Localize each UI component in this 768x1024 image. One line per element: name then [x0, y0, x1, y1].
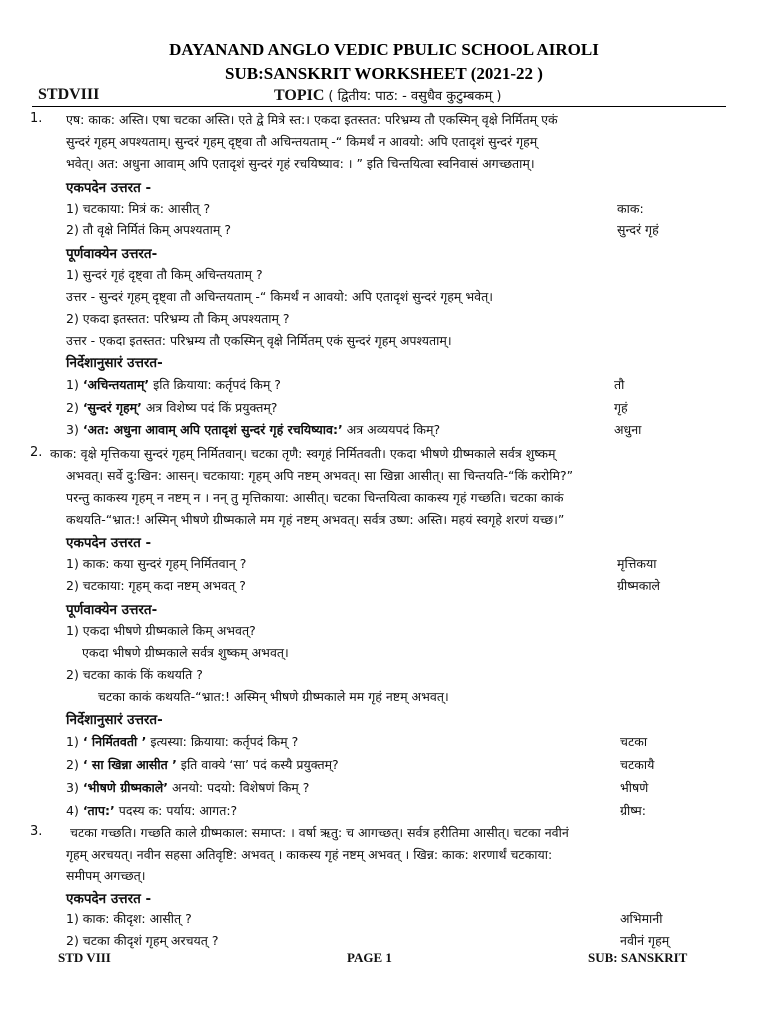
question-key: ‘अत: अधुना आवाम् अपि एतादृशं सुन्दरं गृहं रचयिष्याव:’: [82, 422, 343, 437]
question-text: इति वाक्ये ‘सा’ पदं कस्यै प्रयुक्तम्?: [176, 757, 339, 772]
answer: चटका: [620, 734, 648, 749]
question-number: 2): [66, 757, 83, 772]
question-number: 1): [66, 377, 83, 392]
answer: सुन्दरं गृहं: [617, 222, 659, 237]
question-number: 3): [66, 780, 83, 795]
question-number: 4): [66, 803, 83, 818]
passage-1-number: 1.: [30, 111, 43, 126]
question: [66, 779, 309, 796]
heading-purnavakyena: पूर्णवाक्येन उत्तरत-: [66, 246, 158, 262]
question: 2) चटका काकं किं कथयति ?: [66, 667, 203, 682]
question-text: अनयो: पदयो: विशेषणं किम् ?: [167, 780, 310, 795]
question-text: पदस्य क: पर्याय: आगत:?: [114, 803, 238, 818]
question-key: ‘ सा खिन्ना आसीत ’: [82, 757, 177, 772]
answer: चटका काकं कथयति-“भ्रात:! अस्मिन् भीषणे ग्रीष्मकाले मम गृहं नष्टम् अभवत्।: [98, 689, 449, 704]
passage-2-number: 2.: [30, 445, 43, 460]
question: 1) चटकाया: मित्रं क: आसीत् ?: [66, 201, 211, 216]
passage-1-line: सुन्दरं गृहम् अपश्यताम्। सुन्दरं गृहम् दृष्ट्वा तौ अचिन्तयताम् -“ किमर्थं न आवयो: अपि एतादृशं सुन्दरं गृहम्: [66, 134, 538, 149]
answer: गृहं: [614, 400, 628, 415]
answer: ग्रीष्म:: [620, 803, 646, 818]
passage-1-line: भवेत्। अत: अधुना आवाम् अपि एतादृशं सुन्दरं गृहं रचयिष्याव: । ” इति चिन्तयित्वा स्वनिवासं अगच्छताम्।: [66, 156, 535, 171]
question: 1) सुन्दरं गृहं दृष्ट्वा तौ किम् अचिन्तयताम् ?: [66, 267, 263, 282]
heading-nirdeshanusaram: निर्देशानुसारं उत्तरत-: [66, 712, 163, 728]
question-text: अत्र विशेष्य पदं किं प्रयुक्तम्?: [141, 400, 278, 415]
passage-2-line: अभवत्। सर्वे दु:खिन: आसन्। चटकाया: गृहम् अपि नष्टम् अभवत्। सा खिन्ना आसीत्। सा चिन्तयति-“किं करोमि?”: [66, 468, 574, 483]
question-key: ‘सुन्दरं गृहम्’: [82, 400, 142, 415]
passage-3-line: गृहम् अरचयत्। नवीन सहसा अतिवृष्टि: अभवत् । काकस्य गृहं नष्टम् अभवत् । खिन्न: काक: शरणार्थं चटकाया:: [66, 847, 553, 862]
question: [66, 802, 237, 819]
answer: काक:: [617, 201, 644, 216]
question-key: ‘ताप:’: [82, 803, 115, 818]
answer: अभिमानी: [620, 911, 663, 926]
answer: नवीनं गृहम्: [620, 933, 670, 948]
question: 1) काक: कया सुन्दरं गृहम् निर्मितवान् ?: [66, 556, 247, 571]
answer: उत्तर - सुन्दरं गृहम् दृष्ट्वा तौ अचिन्तयताम् -“ किमर्थं न आवयो: अपि एतादृशं सुन्दरं गृहम् भवेत्।: [66, 289, 493, 304]
question-key: ‘अचिन्तयताम्’: [82, 377, 150, 392]
std-topic-row: [38, 86, 728, 108]
header-divider: [32, 106, 726, 107]
footer-std: STD VIII: [58, 950, 111, 965]
question-key: ‘भीषणे ग्रीष्मकाले’: [82, 780, 168, 795]
passage-2-line: परन्तु काकस्य गृहम् न नष्टम् न । नन् तु मृत्तिकाया: आसीत्। चटका चिन्तयित्वा काकस्य गृहं गच्छति। चटका काकं: [66, 490, 564, 505]
answer: एकदा भीषणे ग्रीष्मकाले सर्वत्र शुष्कम् अभवत्।: [82, 645, 289, 660]
question: 1) एकदा भीषणे ग्रीष्मकाले किम् अभवत्?: [66, 623, 256, 638]
question-number: 3): [66, 422, 83, 437]
question-text: इत्यस्या: क्रियाया: कर्तृपदं किम् ?: [146, 734, 299, 749]
heading-nirdeshanusaram: निर्देशानुसारं उत्तरत-: [66, 355, 163, 371]
question-number: 2): [66, 400, 83, 415]
heading-ekapadena: एकपदेन उत्तरत -: [66, 535, 152, 551]
question: 2) चटकाया: गृहम् कदा नष्टम् अभवत् ?: [66, 578, 246, 593]
question: 1) काक: कीदृश: आसीत् ?: [66, 911, 192, 926]
topic-label: TOPIC: [274, 87, 325, 104]
topic: [274, 86, 501, 105]
question: [66, 421, 440, 438]
question-text: अत्र अव्ययपदं किम्?: [342, 422, 441, 437]
footer-page-number: PAGE 1: [347, 950, 392, 965]
answer: अधुना: [614, 422, 642, 437]
question: [66, 756, 339, 773]
answer: ग्रीष्मकाले: [617, 578, 661, 593]
answer: मृत्तिकया: [617, 556, 657, 571]
question: [66, 399, 277, 416]
question: [66, 733, 298, 750]
passage-3-line: चटका गच्छति। गच्छति काले ग्रीष्मकाल: समाप्त: । वर्षा ऋतु: च आगच्छत्। सर्वत्र हरीतिमा आसीत्। चटका नवीनं: [70, 825, 569, 840]
question: 2) चटका कीदृशं गृहम् अरचयत् ?: [66, 933, 219, 948]
answer: चटकायै: [620, 757, 655, 772]
passage-3-number: 3.: [30, 824, 43, 839]
heading-ekapadena: एकपदेन उत्तरत -: [66, 891, 152, 907]
subject-line: SUB:SANSKRIT WORKSHEET (2021-22 ): [225, 64, 543, 83]
passage-1-line: एष: काक: अस्ति। एषा चटका अस्ति। एते द्वे मित्रे स्त:। एकदा इतस्तत: परिभ्रम्य तौ एकस्मिन् वृक्षे निर्मितम् एकं: [66, 112, 558, 127]
passage-2-line: काक: वृक्षे मृत्तिकया सुन्दरं गृहम् निर्मितवान्। चटका तृणै: स्वगृहं निर्मितवती। एकदा भीषणे ग्रीष्मकाले सर्वत्र शुष्कम्: [50, 446, 556, 461]
topic-value: ( द्वितीय: पाठ: - वसुधैव कुटुम्बकम् ): [328, 89, 502, 104]
answer: भीषणे: [620, 780, 649, 795]
footer-subject: SUB: SANSKRIT: [588, 950, 688, 965]
std-label: STDVIII: [38, 86, 100, 103]
question-text: इति क्रियाया: कर्तृपदं किम् ?: [149, 377, 281, 392]
question: 2) तौ वृक्षे निर्मितं किम् अपश्यताम् ?: [66, 222, 231, 237]
school-name: DAYANAND ANGLO VEDIC PBULIC SCHOOL AIROLI: [169, 40, 599, 59]
passage-2-line: कथयति-“भ्रात:! अस्मिन् भीषणे ग्रीष्मकाले मम गृहं नष्टम् अभवत्। सर्वत्र उष्ण: अस्ति। महयं स्वगृहे शरणं यच्छ।”: [66, 512, 565, 527]
question-number: 1): [66, 734, 83, 749]
question: 2) एकदा इतस्तत: परिभ्रम्य तौ किम् अपश्यताम् ?: [66, 311, 290, 326]
heading-purnavakyena: पूर्णवाक्येन उत्तरत-: [66, 602, 158, 618]
question-key: ‘ निर्मितवती ’: [82, 734, 147, 749]
answer: तौ: [614, 377, 625, 392]
question: [66, 376, 281, 393]
heading-ekapadena: एकपदेन उत्तरत -: [66, 180, 152, 196]
answer: उत्तर - एकदा इतस्तत: परिभ्रम्य तौ एकस्मिन् वृक्षे निर्मितम् एकं सुन्दरं गृहम् अपश्यताम्।: [66, 333, 452, 348]
passage-3-line: समीपम् अगच्छत्।: [66, 868, 146, 883]
